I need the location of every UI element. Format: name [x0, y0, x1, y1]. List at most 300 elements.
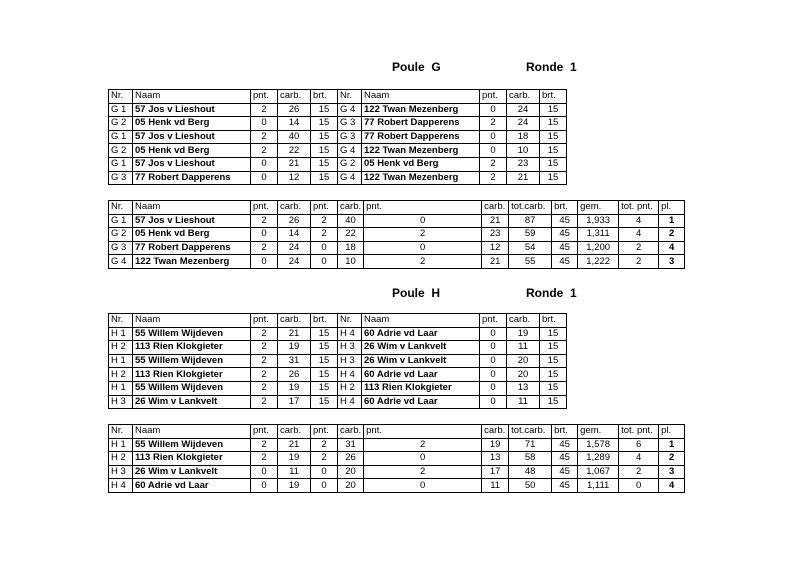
poule-h-standing-row — [109, 479, 685, 493]
poule-h-match-header-row — [109, 314, 567, 328]
poule-h-match-header-cell: Naam — [362, 314, 480, 328]
poule-g-match-cell: 2 — [480, 117, 507, 131]
poule-g-standing-row — [109, 214, 685, 228]
poule-g-standing-header-cell: gem. — [578, 201, 619, 215]
poule-g-match-cell: G 4 — [338, 144, 362, 158]
poule-g-match-cell: 57 Jos v Lieshout — [133, 130, 251, 144]
poule-h-standing-cell: 0 — [619, 479, 659, 493]
poule-g-match-row — [109, 130, 567, 144]
poule-h-standing-cell: 1,111 — [578, 479, 619, 493]
poule-g-match-cell: 15 — [540, 144, 567, 158]
poule-h-standing-cell: H 4 — [109, 479, 133, 493]
poule-g-standing-cell: 77 Robert Dapperens — [133, 241, 251, 255]
poule-h-match-cell: H 2 — [338, 381, 362, 395]
poule-h-match-header-cell: brt. — [311, 314, 338, 328]
poule-h-standing-cell: 20 — [338, 479, 364, 493]
poule-g-match-cell: 15 — [311, 157, 338, 171]
poule-h-match-cell: H 3 — [338, 354, 362, 368]
poule-g-standing-cell: 2 — [659, 228, 685, 242]
poule-g-match-header-cell: carb. — [507, 90, 540, 104]
poule-h-match-row — [109, 354, 567, 368]
poule-h-standing-cell: 19 — [278, 452, 311, 466]
poule-h-match-cell: 2 — [251, 327, 278, 341]
poule-g-standing-cell: 59 — [509, 228, 552, 242]
poule-g-standing-header-row — [109, 201, 685, 215]
poule-h-match-cell: 0 — [480, 368, 507, 382]
poule-g-standing-row — [109, 228, 685, 242]
poule-h-match-cell: 60 Adrie vd Laar — [362, 368, 480, 382]
poule-g-standing-cell: 0 — [251, 228, 278, 242]
poule-g-title: Poule G — [392, 60, 441, 74]
poule-g-standing-cell: 2 — [311, 228, 338, 242]
poule-h-standing-header-cell: tot.carb. — [509, 425, 552, 439]
poule-g-match-cell: G 2 — [109, 117, 133, 131]
poule-g-standing-cell: 0 — [364, 214, 482, 228]
poule-g-match-cell: 05 Henk vd Berg — [133, 144, 251, 158]
poule-g-match-cell: G 2 — [338, 157, 362, 171]
poule-h-standing-cell: 45 — [552, 479, 578, 493]
poule-h-match-cell: H 3 — [109, 395, 133, 409]
poule-g-match-cell: 15 — [311, 171, 338, 185]
poule-h-match-cell: 55 Willem Wijdeven — [133, 354, 251, 368]
poule-h-standing-cell: 1,067 — [578, 465, 619, 479]
poule-h-standing-cell: 0 — [251, 479, 278, 493]
poule-g-match-cell: 57 Jos v Lieshout — [133, 157, 251, 171]
poule-h-match-cell: 15 — [311, 395, 338, 409]
poule-g-match-cell: 21 — [507, 171, 540, 185]
poule-h-match-cell: 15 — [540, 368, 567, 382]
poule-g-standing-cell: 40 — [338, 214, 364, 228]
poule-g-standing-cell: 05 Henk vd Berg — [133, 228, 251, 242]
poule-g-standing-cell: 1,200 — [578, 241, 619, 255]
poule-g-standing-header-cell: tot.carb. — [509, 201, 552, 215]
poule-h-match-cell: 0 — [480, 395, 507, 409]
poule-h-standing-row — [109, 452, 685, 466]
poule-g-match-header-cell: brt. — [311, 90, 338, 104]
poule-g-match-cell: G 1 — [109, 157, 133, 171]
poule-g-match-cell: 21 — [278, 157, 311, 171]
poule-g-standing-cell: 18 — [338, 241, 364, 255]
poule-g-standing-header-cell: carb. — [338, 201, 364, 215]
poule-g-match-row — [109, 171, 567, 185]
poule-g-standing-cell: 2 — [251, 214, 278, 228]
poule-h-match-cell: H 1 — [109, 381, 133, 395]
poule-h-match-cell: 2 — [251, 341, 278, 355]
poule-h-match-cell: 15 — [540, 381, 567, 395]
poule-g-standing-cell: 4 — [619, 228, 659, 242]
poule-h-match-cell: 15 — [311, 327, 338, 341]
poule-h-match-cell: 19 — [278, 341, 311, 355]
poule-g-match-cell: 15 — [311, 130, 338, 144]
poule-g-standing-header-cell: pnt. — [311, 201, 338, 215]
poule-g-match-cell: 77 Robert Dapperens — [133, 171, 251, 185]
poule-h-match-cell: 13 — [507, 381, 540, 395]
poule-g-standing-header-cell: pnt. — [251, 201, 278, 215]
poule-h-match-cell: 26 — [278, 368, 311, 382]
poule-h-match-cell: 113 Rien Klokgieter — [133, 341, 251, 355]
poule-h-standing-header-row — [109, 425, 685, 439]
poule-g-match-cell: 15 — [311, 117, 338, 131]
poule-h-match-cell: 15 — [311, 354, 338, 368]
poule-h-standing-cell: 2 — [311, 438, 338, 452]
poule-g-match-cell: 77 Robert Dapperens — [362, 130, 480, 144]
poule-g-standing-header-cell: brt. — [552, 201, 578, 215]
poule-h-match-cell: 15 — [540, 354, 567, 368]
poule-h-standing-cell: 58 — [509, 452, 552, 466]
poule-h-match-cell: 60 Adrie vd Laar — [362, 395, 480, 409]
poule-g-match-cell: G 1 — [109, 130, 133, 144]
poule-g-standing-cell: 23 — [482, 228, 509, 242]
poule-g-match-cell: 15 — [311, 103, 338, 117]
poule-h-standing-header-cell: pnt. — [364, 425, 482, 439]
poule-g-match-header-cell: Naam — [133, 90, 251, 104]
poule-h-standing-cell: 0 — [364, 479, 482, 493]
poule-g-standing-cell: 122 Twan Mezenberg — [133, 255, 251, 269]
poule-g-match-cell: 122 Twan Mezenberg — [362, 171, 480, 185]
poule-g-standing-cell: 10 — [338, 255, 364, 269]
poule-h-match-cell: 0 — [480, 341, 507, 355]
poule-h-standing-header-cell: carb. — [278, 425, 311, 439]
poule-h-match-cell: 15 — [311, 368, 338, 382]
poule-g-match-cell: 122 Twan Mezenberg — [362, 103, 480, 117]
poule-g-standing-cell: 0 — [364, 241, 482, 255]
poule-g-standing-header-cell: Nr. — [109, 201, 133, 215]
poule-g-standing-cell: 45 — [552, 241, 578, 255]
poule-g-match-cell: 40 — [278, 130, 311, 144]
poule-h-standing-cell: 0 — [311, 465, 338, 479]
poule-g-match-header-cell: pnt. — [480, 90, 507, 104]
poule-g-match-cell: 26 — [278, 103, 311, 117]
poule-h-match-cell: H 1 — [109, 354, 133, 368]
poule-g-standing-cell: 2 — [311, 214, 338, 228]
poule-h-standing-cell: 50 — [509, 479, 552, 493]
poule-h-match-cell: 15 — [311, 381, 338, 395]
poule-h-match-cell: 26 Wim v Lankvelt — [362, 341, 480, 355]
poule-g-standing-cell: 0 — [311, 241, 338, 255]
poule-g-match-cell: 15 — [311, 144, 338, 158]
poule-g-standing-cell: G 4 — [109, 255, 133, 269]
poule-h-standing-header-cell: pl. — [659, 425, 685, 439]
poule-g-match-row — [109, 117, 567, 131]
poule-h-match-cell: 113 Rien Klokgieter — [133, 368, 251, 382]
poule-h-match-cell: H 4 — [338, 395, 362, 409]
poule-h-standing-cell: 2 — [251, 438, 278, 452]
poule-h-standing-cell: 6 — [619, 438, 659, 452]
poule-g-standing-cell: 24 — [278, 241, 311, 255]
poule-g-match-cell: 12 — [278, 171, 311, 185]
poule-h-standing-header-cell: Naam — [133, 425, 251, 439]
poule-h-standing-cell: 60 Adrie vd Laar — [133, 479, 251, 493]
poule-h-match-cell: 21 — [278, 327, 311, 341]
poule-g-match-header-cell: Nr. — [338, 90, 362, 104]
poule-h-match-cell: 2 — [251, 381, 278, 395]
poule-g-match-header-cell: Nr. — [109, 90, 133, 104]
poule-g-standing-cell: 2 — [364, 255, 482, 269]
poule-g-standing-cell: 45 — [552, 228, 578, 242]
poule-g-standing-cell: 55 — [509, 255, 552, 269]
poule-h-standing-header-cell: gem. — [578, 425, 619, 439]
poule-h-standing-cell: 48 — [509, 465, 552, 479]
poule-h-match-cell: 0 — [480, 327, 507, 341]
poule-h-standing-header-cell: tot. pnt. — [619, 425, 659, 439]
poule-h-standing-cell: 1,578 — [578, 438, 619, 452]
poule-h-match-cell: 0 — [480, 354, 507, 368]
poule-g-match-header-row — [109, 90, 567, 104]
poule-h-standing-cell: 0 — [364, 452, 482, 466]
poule-g-match-cell: 2 — [251, 130, 278, 144]
poule-h-standing-cell: 2 — [619, 465, 659, 479]
poule-h-match-cell: 19 — [507, 327, 540, 341]
poule-h-standing-header-cell: Nr. — [109, 425, 133, 439]
poule-h-standing-cell: 21 — [278, 438, 311, 452]
poule-h-match-cell: 15 — [540, 327, 567, 341]
poule-h-standing-cell: 19 — [278, 479, 311, 493]
poule-g-standing-header-cell: pnt. — [364, 201, 482, 215]
poule-g-standing-cell: 21 — [482, 255, 509, 269]
poule-g-standing-header-cell: pl. — [659, 201, 685, 215]
poule-h-standing-cell: 2 — [364, 438, 482, 452]
poule-h-standing-cell: 11 — [482, 479, 509, 493]
poule-g-match-header-cell: brt. — [540, 90, 567, 104]
poule-h-match-cell: 15 — [540, 341, 567, 355]
poule-g-standings-table — [108, 200, 685, 269]
poule-g-match-cell: 23 — [507, 157, 540, 171]
poule-g-match-cell: 0 — [480, 130, 507, 144]
poule-h-ronde: Ronde 1 — [526, 286, 577, 300]
poule-h-match-cell: H 2 — [109, 368, 133, 382]
poule-h-standing-header-cell: carb. — [338, 425, 364, 439]
poule-g-standing-cell: 0 — [251, 255, 278, 269]
poule-g-standing-cell: 45 — [552, 214, 578, 228]
poule-h-standing-cell: 113 Rien Klokgieter — [133, 452, 251, 466]
poule-h-standing-header-cell: brt. — [552, 425, 578, 439]
poule-g-standing-cell: 4 — [619, 214, 659, 228]
poule-g-standing-cell: 2 — [364, 228, 482, 242]
poule-h-standing-cell: H 3 — [109, 465, 133, 479]
poule-g-standing-cell: 1,222 — [578, 255, 619, 269]
poule-g-match-cell: 122 Twan Mezenberg — [362, 144, 480, 158]
poule-h-match-row — [109, 395, 567, 409]
poule-g-match-cell: 2 — [480, 157, 507, 171]
poule-g-standing-cell: 21 — [482, 214, 509, 228]
poule-g-match-row — [109, 144, 567, 158]
poule-g-standing-row — [109, 241, 685, 255]
poule-g-match-cell: 05 Henk vd Berg — [362, 157, 480, 171]
poule-g-match-cell: 15 — [540, 103, 567, 117]
poule-h-match-cell: H 4 — [338, 327, 362, 341]
poule-g-match-cell: 10 — [507, 144, 540, 158]
poule-h-match-cell: 11 — [507, 341, 540, 355]
poule-h-standing-cell: 17 — [482, 465, 509, 479]
poule-h-match-cell: 17 — [278, 395, 311, 409]
poule-g-match-cell: 0 — [251, 157, 278, 171]
poule-h-match-cell: H 4 — [338, 368, 362, 382]
poule-h-match-header-cell: Naam — [133, 314, 251, 328]
poule-g-standing-cell: 4 — [659, 241, 685, 255]
poule-g-match-cell: 2 — [251, 103, 278, 117]
poule-h-match-cell: 55 Willem Wijdeven — [133, 327, 251, 341]
poule-g-match-row — [109, 103, 567, 117]
poule-h-standing-cell: 55 Willem Wijdeven — [133, 438, 251, 452]
poule-g-standing-row — [109, 255, 685, 269]
poule-g-standing-cell: 1,311 — [578, 228, 619, 242]
poule-h-standing-cell: 0 — [251, 465, 278, 479]
poule-g-standing-cell: 12 — [482, 241, 509, 255]
poule-g-standing-cell: 2 — [251, 241, 278, 255]
poule-g-match-cell: 0 — [251, 171, 278, 185]
poule-h-standing-cell: 13 — [482, 452, 509, 466]
poule-g-standing-cell: 45 — [552, 255, 578, 269]
poule-h-match-cell: H 1 — [109, 327, 133, 341]
poule-h-match-cell: H 2 — [109, 341, 133, 355]
poule-g-match-header-cell: carb. — [278, 90, 311, 104]
poule-h-match-row — [109, 341, 567, 355]
poule-h-match-cell: 113 Rien Klokgieter — [362, 381, 480, 395]
poule-g-standing-header-cell: Naam — [133, 201, 251, 215]
poule-h-standing-cell: 2 — [364, 465, 482, 479]
poule-g-match-cell: 0 — [480, 144, 507, 158]
poule-h-standing-cell: 45 — [552, 465, 578, 479]
poule-h-match-cell: 15 — [540, 395, 567, 409]
poule-g-standing-cell: G 3 — [109, 241, 133, 255]
poule-h-standing-cell: 4 — [619, 452, 659, 466]
poule-h-standing-cell: 26 — [338, 452, 364, 466]
poule-g-match-cell: G 2 — [109, 144, 133, 158]
poule-h-match-header-cell: Nr. — [338, 314, 362, 328]
poule-h-matches-table — [108, 313, 567, 409]
poule-h-standing-header-cell: carb. — [482, 425, 509, 439]
poule-g-ronde: Ronde 1 — [526, 60, 577, 74]
poule-g-match-cell: G 3 — [109, 171, 133, 185]
poule-h-match-row — [109, 381, 567, 395]
poule-h-standing-cell: H 2 — [109, 452, 133, 466]
poule-h-match-header-cell: pnt. — [480, 314, 507, 328]
poule-g-standing-cell: G 2 — [109, 228, 133, 242]
poule-h-match-cell: 26 Wim v Lankvelt — [133, 395, 251, 409]
poule-h-match-cell: 60 Adrie vd Laar — [362, 327, 480, 341]
poule-g-match-cell: 57 Jos v Lieshout — [133, 103, 251, 117]
poule-h-standing-cell: 3 — [659, 465, 685, 479]
poule-h-standing-cell: 2 — [251, 452, 278, 466]
poule-g-match-cell: 15 — [540, 117, 567, 131]
poule-g-match-cell: 15 — [540, 171, 567, 185]
poule-g-standing-cell: 3 — [659, 255, 685, 269]
poule-g-match-cell: 18 — [507, 130, 540, 144]
poule-h-match-cell: 19 — [278, 381, 311, 395]
poule-g-matches-table — [108, 89, 567, 185]
poule-g-standing-cell: 1 — [659, 214, 685, 228]
poule-h-match-header-cell: Nr. — [109, 314, 133, 328]
poule-h-standing-cell: 45 — [552, 438, 578, 452]
poule-g-match-cell: G 3 — [338, 117, 362, 131]
poule-g-standing-cell: 57 Jos v Lieshout — [133, 214, 251, 228]
poule-h-standing-cell: 45 — [552, 452, 578, 466]
poule-g-standing-cell: 24 — [278, 255, 311, 269]
poule-h-match-row — [109, 327, 567, 341]
poule-g-match-cell: 0 — [480, 103, 507, 117]
poule-h-standing-cell: 20 — [338, 465, 364, 479]
poule-g-match-cell: 15 — [540, 157, 567, 171]
poule-h-match-header-cell: carb. — [507, 314, 540, 328]
poule-h-standing-cell: 2 — [311, 452, 338, 466]
poule-h-match-cell: 2 — [251, 354, 278, 368]
poule-g-standing-cell: 2 — [619, 255, 659, 269]
poule-h-match-cell: 20 — [507, 368, 540, 382]
poule-h-match-cell: 2 — [251, 395, 278, 409]
poule-g-match-header-cell: Naam — [362, 90, 480, 104]
poule-h-standing-cell: 26 Wim v Lankvelt — [133, 465, 251, 479]
poule-g-standing-header-cell: carb. — [482, 201, 509, 215]
poule-h-standing-cell: 19 — [482, 438, 509, 452]
poule-g-match-cell: 24 — [507, 103, 540, 117]
poule-g-match-cell: 0 — [251, 117, 278, 131]
poule-g-standing-cell: 14 — [278, 228, 311, 242]
poule-h-standing-header-cell: pnt. — [311, 425, 338, 439]
poule-h-match-cell: 11 — [507, 395, 540, 409]
poule-h-standings-table — [108, 424, 685, 493]
poule-h-match-cell: H 3 — [338, 341, 362, 355]
poule-g-match-row — [109, 157, 567, 171]
poule-g-match-cell: 14 — [278, 117, 311, 131]
poule-h-standing-row — [109, 465, 685, 479]
poule-h-match-header-cell: carb. — [278, 314, 311, 328]
poule-h-match-cell: 20 — [507, 354, 540, 368]
poule-h-title: Poule H — [392, 286, 441, 300]
poule-g-standing-cell: G 1 — [109, 214, 133, 228]
poule-h-match-header-cell: brt. — [540, 314, 567, 328]
poule-g-standing-cell: 2 — [619, 241, 659, 255]
poule-g-match-cell: 2 — [480, 171, 507, 185]
poule-h-match-row — [109, 368, 567, 382]
poule-h-standing-cell: 71 — [509, 438, 552, 452]
poule-g-match-cell: 77 Robert Dapperens — [362, 117, 480, 131]
poule-h-standing-cell: H 1 — [109, 438, 133, 452]
poule-g-standing-header-cell: carb. — [278, 201, 311, 215]
poule-g-standing-cell: 22 — [338, 228, 364, 242]
poule-g-match-cell: 24 — [507, 117, 540, 131]
poule-h-standing-cell: 1 — [659, 438, 685, 452]
poule-h-standing-cell: 2 — [659, 452, 685, 466]
poule-g-standing-header-cell: tot. pnt. — [619, 201, 659, 215]
poule-g-match-cell: G 4 — [338, 171, 362, 185]
poule-g-match-header-cell: pnt. — [251, 90, 278, 104]
poule-h-match-cell: 26 Wim v Lankvelt — [362, 354, 480, 368]
poule-g-match-cell: G 1 — [109, 103, 133, 117]
poule-h-match-cell: 0 — [480, 381, 507, 395]
poule-g-standing-cell: 54 — [509, 241, 552, 255]
poule-h-standing-row — [109, 438, 685, 452]
poule-h-match-cell: 2 — [251, 368, 278, 382]
poule-h-standing-header-cell: pnt. — [251, 425, 278, 439]
poule-h-standing-cell: 1,289 — [578, 452, 619, 466]
poule-g-standing-cell: 0 — [311, 255, 338, 269]
poule-g-standing-cell: 26 — [278, 214, 311, 228]
poule-g-match-cell: G 3 — [338, 130, 362, 144]
poule-g-match-cell: 22 — [278, 144, 311, 158]
poule-h-standing-cell: 0 — [311, 479, 338, 493]
poule-h-match-header-cell: pnt. — [251, 314, 278, 328]
poule-h-standing-cell: 11 — [278, 465, 311, 479]
poule-g-match-cell: G 4 — [338, 103, 362, 117]
poule-h-standing-cell: 31 — [338, 438, 364, 452]
poule-g-standing-cell: 87 — [509, 214, 552, 228]
poule-g-match-cell: 15 — [540, 130, 567, 144]
poule-g-standing-cell: 1,933 — [578, 214, 619, 228]
poule-h-match-cell: 31 — [278, 354, 311, 368]
poule-h-match-cell: 15 — [311, 341, 338, 355]
poule-g-match-cell: 05 Henk vd Berg — [133, 117, 251, 131]
poule-h-standing-cell: 4 — [659, 479, 685, 493]
